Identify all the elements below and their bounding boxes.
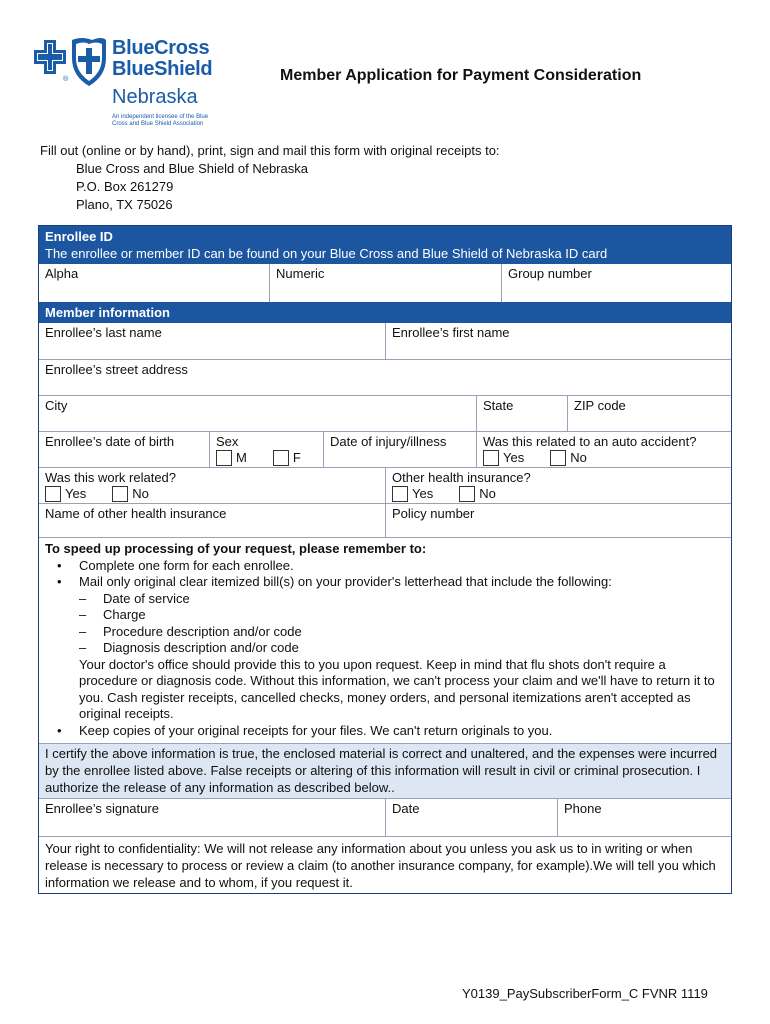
other-insurance-label: Other health insurance? [392,470,531,485]
last-name-field[interactable] [39,323,385,359]
enrollee-id-header [39,226,731,264]
street-address-label: Enrollee’s street address [45,362,188,377]
mailing-instructions [40,142,500,214]
work-yes-checkbox[interactable] [45,486,61,502]
bill-item-procedure: – Procedure description and/or code [45,624,725,641]
brand-name-line2: BlueShield [112,58,213,80]
alpha-field[interactable] [39,264,269,302]
zip-label: ZIP code [574,398,626,413]
tips-heading: To speed up processing of your request, please remember to: [45,541,427,556]
work-no-label: No [132,486,149,501]
numeric-label: Numeric [276,266,325,281]
other-insurance-field [385,468,731,503]
other-yes-checkbox[interactable] [392,486,408,502]
date-of-injury-field[interactable] [323,432,476,467]
auto-yes-checkbox[interactable] [483,450,499,466]
dob-field[interactable] [39,432,209,467]
tip-original-bills: • Mail only original clear itemized bill(s) on your provider's letterhead that include the following: [45,574,725,591]
enrollee-id-subheading: The enrollee or member ID can be found on your Blue Cross and Blue Shield of Nebraska ID card [45,246,608,261]
licensee-note: An independent licensee of the Blue Cross and Blue Shield Association [112,114,209,127]
auto-yes-label: Yes [503,450,525,465]
member-info-header [39,302,731,323]
other-yes-label: Yes [412,486,434,501]
city-field[interactable] [39,396,476,431]
last-name-label: Enrollee’s last name [45,325,162,340]
sex-field [209,432,323,467]
other-no-label: No [479,486,496,501]
auto-no-label: No [570,450,587,465]
sex-m-label: M [236,450,247,465]
signature-label: Enrollee’s signature [45,801,159,816]
other-insurance-name-field[interactable] [39,504,385,537]
address-line-3: Plano, TX 75026 [76,197,173,212]
form-title: Member Application for Payment Consideration [280,67,642,84]
form-code: Y0139_PaySubscriberForm_C FVNR 1119 [462,986,708,1001]
bill-item-charge: – Charge [45,607,725,624]
sex-f-checkbox[interactable] [273,450,289,466]
tips-paragraph: Your doctor's office should provide this to you upon request. Keep in mind that flu shots don't require a procedure or diagnosis code. Without this information, we can't process your claim and we'll have to return it to you. Cash register receipts, cancelled checks, money orders, and personal itemizations aren't accepted as original receipts. [79,656,715,721]
bill-item-date: – Date of service [45,591,725,608]
tip-keep-copies: • Keep copies of your original receipts for your files. We can't return originals to you. [45,723,725,740]
application-form [38,225,732,894]
enrollee-id-heading: Enrollee ID [45,229,113,244]
signature-field[interactable] [39,799,385,836]
confidentiality-notice: Your right to confidentiality: We will not release any information about you unless you ask us to in writing or when release is necessary to process or review a claim (to another insurance company, for example).We will tell you which information we release and to whom, if you request it. [39,836,731,893]
work-no-checkbox[interactable] [112,486,128,502]
brand-region: Nebraska [112,86,198,108]
auto-no-checkbox[interactable] [550,450,566,466]
policy-number-label: Policy number [392,506,475,521]
policy-number-field[interactable] [385,504,731,537]
group-number-label: Group number [508,266,592,281]
sex-f-label: F [292,450,301,465]
group-number-field[interactable] [501,264,731,302]
alpha-label: Alpha [45,266,79,281]
address-line-1: Blue Cross and Blue Shield of Nebraska [76,161,308,176]
work-related-field [39,468,385,503]
company-logo [30,36,230,136]
zip-field[interactable] [567,396,731,431]
first-name-field[interactable] [385,323,731,359]
dob-label: Enrollee’s date of birth [45,434,175,449]
date-field[interactable] [385,799,557,836]
instruction-text: Fill out (online or by hand), print, sign and mail this form with original receipts to: [40,143,500,158]
work-yes-label: Yes [65,486,87,501]
other-insurance-name-label: Name of other health insurance [45,506,227,521]
first-name-label: Enrollee’s first name [392,325,510,340]
street-address-field[interactable] [39,360,731,395]
phone-label: Phone [564,801,602,816]
city-label: City [45,398,68,413]
numeric-field[interactable] [269,264,501,302]
phone-field[interactable] [557,799,731,836]
auto-accident-field [476,432,731,467]
svg-text:®: ® [63,76,69,83]
certification-statement: I certify the above information is true, the enclosed material is correct and unaltered, and the expenses were incurred by the enrollee listed above. False receipts or altering of this information will result in civil or criminal prosecution. I authorize the release of any information as described below.. [39,743,731,798]
sex-m-checkbox[interactable] [216,450,232,466]
date-of-injury-label: Date of injury/illness [330,434,447,449]
brand-name-line1: BlueCross [112,37,210,59]
date-label: Date [392,801,420,816]
member-info-heading: Member information [45,305,170,320]
address-line-2: P.O. Box 261279 [76,179,174,194]
tip-one-form: • Complete one form for each enrollee. [45,558,725,575]
auto-accident-label: Was this related to an auto accident? [483,434,697,449]
bill-item-diagnosis: – Diagnosis description and/or code [45,640,725,657]
state-field[interactable] [476,396,567,431]
work-related-label: Was this work related? [45,470,177,485]
state-label: State [483,398,514,413]
sex-label: Sex [216,434,239,449]
processing-tips [39,537,731,743]
other-no-checkbox[interactable] [459,486,475,502]
cross-shield-icon [30,36,108,96]
